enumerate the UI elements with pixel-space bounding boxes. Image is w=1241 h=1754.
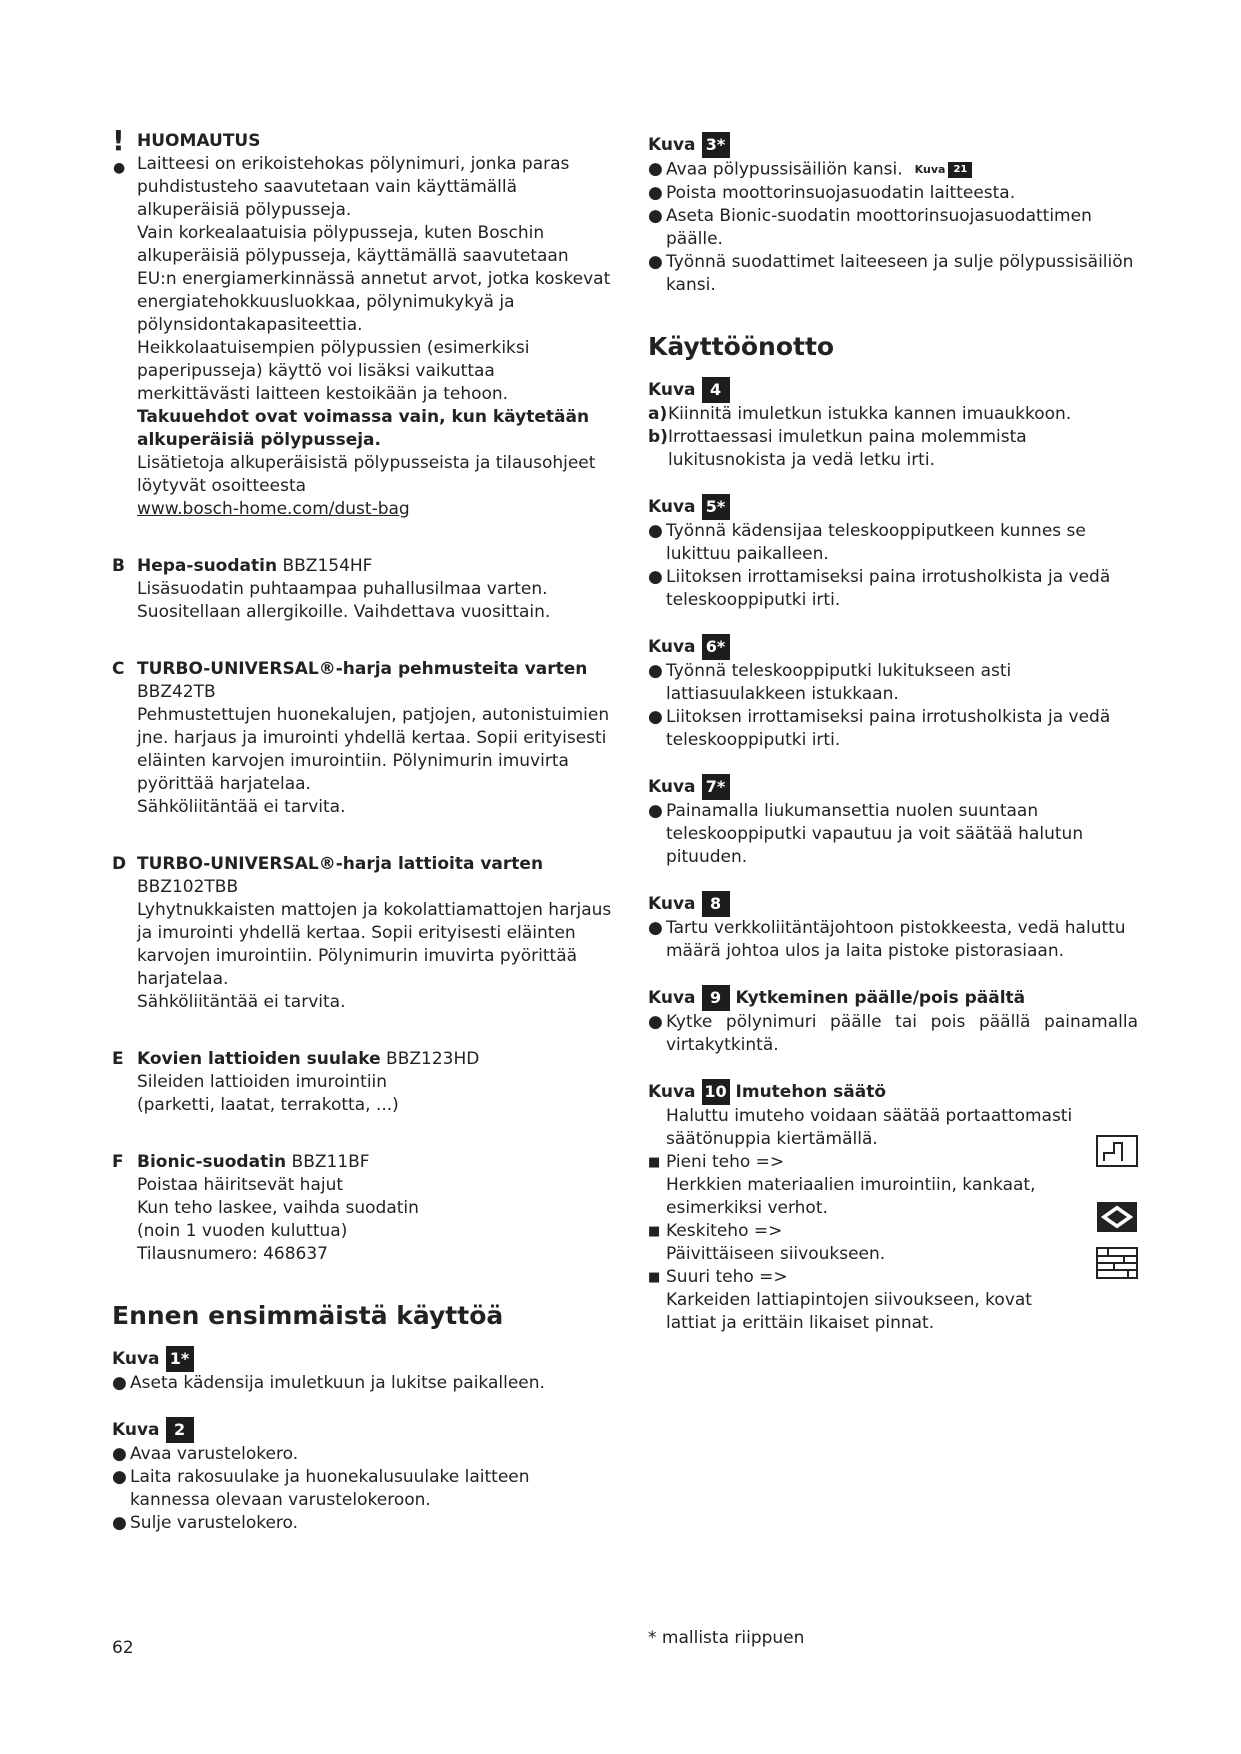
- accessory-letter: B: [112, 556, 125, 576]
- power-level-high: ■ Suuri teho => Karkeiden lattiapintojen siivoukseen, kovat lattiat ja erittäin likaiset pinnat.: [648, 1266, 1032, 1333]
- accessory-c: [112, 658, 612, 819]
- carpet-icon: [1096, 1201, 1138, 1233]
- figure-number-badge: 4: [702, 377, 730, 403]
- figure-label: Kuva: [648, 379, 696, 400]
- accessory-name: Kovien lattioiden suulake: [137, 1049, 381, 1069]
- notice-block: [112, 124, 612, 521]
- notice-paragraph: Heikkolaatuisempien pölypussien (esimerkiksi paperipusseja) käyttö voi lisäksi vaikuttaa merkittävästi laitteen kestoikään ja tehoon.: [137, 338, 530, 404]
- list-item: ● Liitoksen irrottamiseksi paina irrotusholkista ja vedä teleskooppiputki irti.: [648, 706, 1111, 750]
- list-item: ● Aseta Bionic-suodatin moottorinsuojasuodattimen päälle.: [648, 205, 1092, 249]
- list-item: ● Avaa pölypussisäiliön kansi. Kuva 21: [648, 158, 1138, 182]
- list-item: a) Kiinnitä imuletkun istukka kannen imuaukkoon.: [648, 403, 1072, 424]
- accessory-name: Hepa-suodatin: [137, 556, 278, 576]
- figure-title: Kytkeminen päälle/pois päältä: [735, 987, 1026, 1008]
- accessory-desc: Poistaa häiritsevät hajut: [137, 1175, 344, 1195]
- section-title-first-use: Ennen ensimmäistä käyttöä: [112, 1301, 504, 1330]
- figure-number-badge: 21: [948, 162, 972, 178]
- square-bullet-icon: ■: [648, 1269, 661, 1285]
- accessory-e: [112, 1048, 612, 1117]
- list-item: ● Kytke pölynimuri päälle tai pois päällä painamalla virtakytkintä.: [648, 1011, 1138, 1055]
- accessory-letter: F: [112, 1152, 124, 1172]
- figure-number-badge: 1*: [166, 1346, 194, 1372]
- accessory-desc: Kun teho laskee, vaihda suodatin: [137, 1198, 419, 1218]
- accessory-name: TURBO-UNIVERSAL®-harja pehmusteita varten: [137, 659, 588, 679]
- square-bullet-icon: ■: [648, 1223, 661, 1239]
- curtain-icon: [1096, 1135, 1138, 1167]
- figure-number-badge: 3*: [702, 132, 730, 158]
- list-item: ● Avaa varustelokero.: [112, 1444, 299, 1464]
- right-column: [648, 132, 1138, 1335]
- accessory-letter: D: [112, 854, 127, 874]
- dust-bag-link[interactable]: www.bosch-home.com/dust-bag: [137, 499, 410, 519]
- order-number: Tilausnumero: 468637: [137, 1244, 328, 1264]
- accessory-code: BBZ154HF: [282, 556, 373, 576]
- figure-label: Kuva: [648, 496, 696, 517]
- figure-number-badge: 7*: [702, 774, 730, 800]
- accessory-f: [112, 1151, 612, 1266]
- accessory-name: TURBO-UNIVERSAL®-harja lattioita varten: [137, 854, 544, 874]
- figure-number-badge: 2: [166, 1417, 194, 1443]
- hard-floor-icon: [1096, 1247, 1138, 1279]
- list-item: ● Työnnä teleskooppiputki lukitukseen asti lattiasuulakkeen istukkaan.: [648, 660, 1012, 704]
- list-item: ● Liitoksen irrottamiseksi paina irrotusholkista ja vedä teleskooppiputki irti.: [648, 566, 1111, 610]
- figure-ref-9: [648, 985, 1138, 1011]
- figure-label: Kuva: [112, 1420, 160, 1440]
- accessory-desc: Pehmustettujen huonekalujen, patjojen, autonistuimien jne. harjaus ja imurointi yhdellä kertaa. Sopii erityisesti eläinten karvojen imurointiin. Pölynimurin imuvirta pyörittää harjatelaa.: [137, 705, 610, 794]
- accessory-desc: Sileiden lattioiden imurointiin: [137, 1072, 388, 1092]
- figure-title: Imutehon säätö: [735, 1081, 886, 1102]
- figure-label: Kuva: [648, 893, 696, 914]
- list-item: ● Tartu verkkoliitäntäjohtoon pistokkeesta, vedä haluttu määrä johtoa ulos ja laita pistoke pistorasiaan.: [648, 917, 1126, 961]
- accessory-desc: (noin 1 vuoden kuluttua): [137, 1221, 348, 1241]
- figure-ref-3: [648, 132, 1138, 158]
- accessory-desc: Lyhytnukkaisten mattojen ja kokolattiamattojen harjaus ja imurointi yhdellä kertaa. Sopii erityisesti eläinten karvojen imurointiin. Pölynimurin imuvirta pyörittää harjatelaa.: [137, 900, 612, 989]
- list-item: b) Irrottaessasi imuletkun paina molemmista lukitusnokista ja vedä letku irti.: [648, 426, 1027, 470]
- accessory-desc: Lisäsuodatin puhtaampaa puhallusilmaa varten.: [137, 579, 548, 599]
- figure-label: Kuva: [112, 1349, 160, 1369]
- figure-label: Kuva: [648, 776, 696, 797]
- section-title-commissioning: Käyttöönotto: [648, 331, 835, 361]
- accessory-desc: Suositellaan allergikoille. Vaihdettava vuosittain.: [137, 602, 551, 622]
- figure-ref-10: [648, 1079, 1138, 1105]
- exclamation-icon: !: [112, 124, 125, 157]
- notice-title: HUOMAUTUS: [137, 131, 261, 151]
- figure-number-badge: 10: [702, 1079, 730, 1105]
- accessory-name: Bionic-suodatin: [137, 1152, 287, 1172]
- figure-ref-1: [112, 1346, 612, 1372]
- list-item: ● Työnnä suodattimet laiteeseen ja sulje pölypussisäiliön kansi.: [648, 251, 1134, 295]
- power-level-medium: ■ Keskiteho => Päivittäiseen siivoukseen.: [648, 1220, 886, 1264]
- figure-label: Kuva: [648, 1081, 696, 1102]
- accessory-d: [112, 853, 612, 1014]
- accessory-code: BBZ42TB: [137, 682, 216, 702]
- power-intro: Haluttu imuteho voidaan säätää portaattomasti säätönuppia kiertämällä.: [666, 1105, 1073, 1149]
- accessory-code: BBZ11BF: [291, 1152, 370, 1172]
- power-level-low: ■ Pieni teho => Herkkien materiaalien imurointiin, kankaat, esimerkiksi verhot.: [648, 1151, 1036, 1218]
- list-item: ● Poista moottorinsuojasuodatin laitteesta.: [648, 182, 1016, 203]
- figure-number-badge: 9: [702, 985, 730, 1011]
- left-column: [112, 124, 612, 1535]
- accessory-b: [112, 555, 612, 624]
- notice-paragraph: Laitteesi on erikoistehokas pölynimuri, jonka paras puhdistusteho saavutetaan vain käyttämällä alkuperäisiä pölypusseja.: [137, 154, 570, 220]
- figure-ref-6: [648, 634, 1138, 660]
- page-number: 62: [112, 1638, 134, 1658]
- figure-ref-8: [648, 891, 1138, 917]
- figure-label: Kuva: [648, 135, 696, 155]
- figure-number-badge: 8: [702, 891, 730, 917]
- power-levels: [648, 1151, 1138, 1335]
- accessory-desc: Sähköliitäntää ei tarvita.: [137, 797, 346, 817]
- list-item: ● Laita rakosuulake ja huonekalusuulake laitteen kannessa olevaan varustelokeroon.: [112, 1467, 530, 1510]
- bullet-icon: ●: [113, 160, 126, 176]
- accessory-letter: E: [112, 1049, 124, 1069]
- figure-label: Kuva: [648, 636, 696, 657]
- notice-paragraph: Vain korkealaatuisia pölypusseja, kuten Boschin alkuperäisiä pölypusseja, käyttämällä saavutetaan EU:n energiamerkinnässä annetut arvot, jotka koskevat energiatehokkuusluokkaa, pölynimukykyä ja pölynsidontakapasiteettia.: [137, 223, 611, 335]
- list-item: ● Työnnä kädensijaa teleskooppiputkeen kunnes se lukittuu paikalleen.: [648, 520, 1086, 564]
- accessory-code: BBZ123HD: [386, 1049, 480, 1069]
- list-item: ● Sulje varustelokero.: [112, 1513, 299, 1533]
- figure-ref-21: Kuva 21: [915, 158, 973, 181]
- figure-ref-7: [648, 774, 1138, 800]
- figure-number-badge: 6*: [702, 634, 730, 660]
- figure-number-badge: 5*: [702, 494, 730, 520]
- notice-paragraph: Lisätietoja alkuperäisistä pölypusseista ja tilausohjeet löytyvät osoitteesta: [137, 453, 596, 496]
- accessory-letter: C: [112, 659, 125, 679]
- figure-ref-2: [112, 1417, 612, 1443]
- figure-ref-5: [648, 494, 1138, 520]
- list-item: ● Aseta kädensija imuletkuun ja lukitse paikalleen.: [112, 1373, 545, 1393]
- figure-ref-4: [648, 377, 1138, 403]
- accessory-code: BBZ102TBB: [137, 877, 239, 897]
- figure-label: Kuva: [648, 987, 696, 1008]
- square-bullet-icon: ■: [648, 1154, 661, 1170]
- warranty-note: Takuuehdot ovat voimassa vain, kun käytetään alkuperäisiä pölypusseja.: [137, 407, 590, 450]
- accessory-desc: (parketti, laatat, terrakotta, ...): [137, 1095, 399, 1115]
- list-item: ● Painamalla liukumansettia nuolen suuntaan teleskooppiputki vapautuu ja voit säätää halutun pituuden.: [648, 800, 1084, 867]
- accessory-desc: Sähköliitäntää ei tarvita.: [137, 992, 346, 1012]
- footnote: * mallista riippuen: [648, 1628, 805, 1648]
